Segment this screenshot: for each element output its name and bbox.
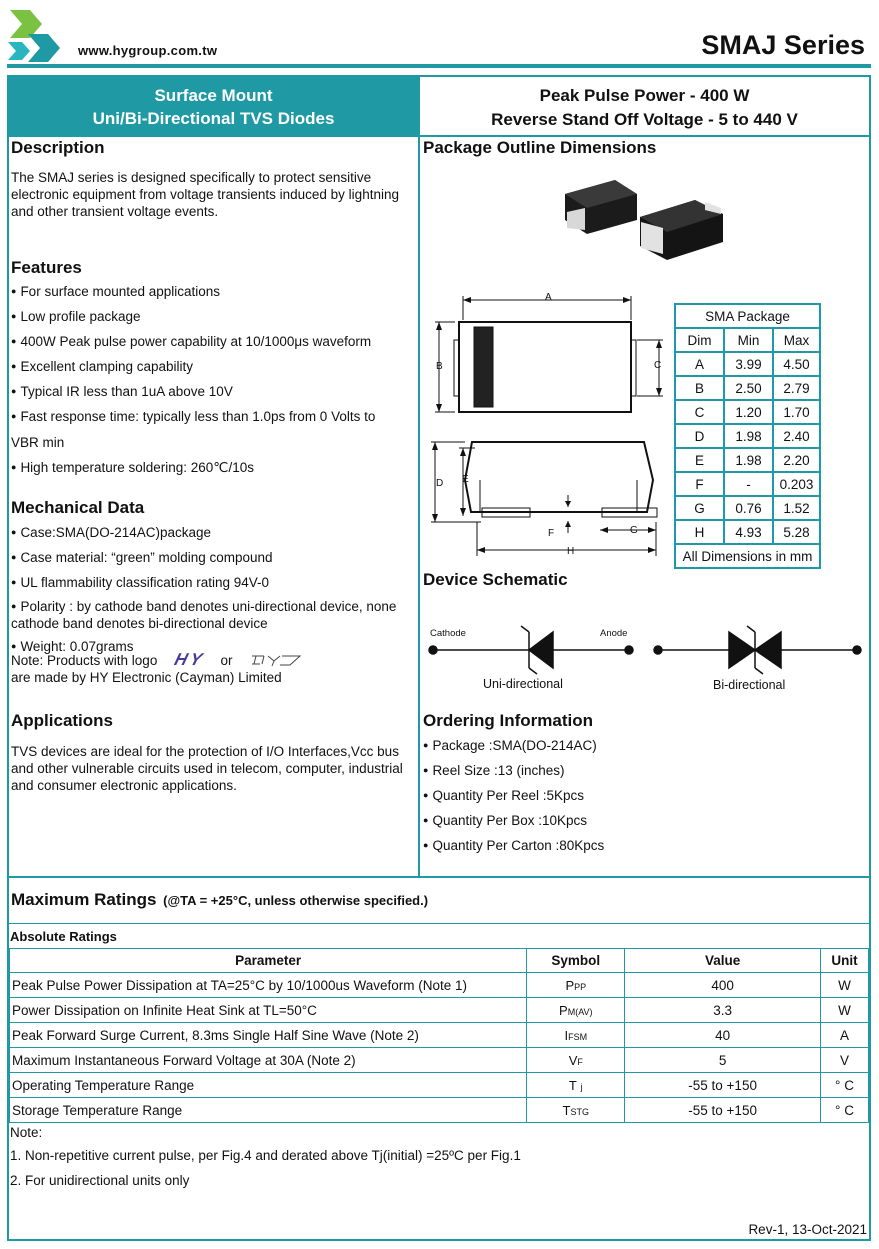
list-item: ● Low profile package	[11, 304, 375, 329]
table-cell: 40	[625, 1023, 821, 1048]
list-item: ● Excellent clamping capability	[11, 354, 375, 379]
table-cell: C	[675, 400, 724, 424]
mechanical-heading: Mechanical Data	[11, 498, 145, 517]
table-title: SMA Package	[675, 304, 820, 328]
table-row	[10, 998, 869, 1023]
list-item: ● For surface mounted applications	[11, 279, 375, 304]
table-cell: 0.76	[724, 496, 773, 520]
table-cell: 2.20	[773, 448, 820, 472]
notes-title: Note:	[10, 1125, 43, 1140]
dim-label-h: H	[567, 546, 575, 557]
symbol-cell	[527, 1048, 625, 1073]
table-cell: F	[675, 472, 724, 496]
symbol-cell	[527, 1023, 625, 1048]
list-item: ● Quantity Per Carton :80Kpcs	[423, 833, 604, 858]
dim-label-c: C	[654, 360, 662, 371]
table-header-row	[675, 328, 820, 352]
ordering-heading: Ordering Information	[423, 711, 593, 730]
column-header: Symbol	[527, 949, 625, 973]
table-cell: -	[724, 472, 773, 496]
dim-label-f: F	[548, 528, 555, 539]
logo-note-line2: are made by HY Electronic (Cayman) Limited	[11, 670, 282, 685]
absolute-ratings-label: Absolute Ratings	[10, 929, 117, 944]
product-spec-banner	[420, 77, 869, 136]
table-row	[675, 472, 820, 496]
table-cell: Peak Forward Surge Current, 8.3ms Single Half Sine Wave (Note 2)	[10, 1023, 527, 1048]
symbol-cell	[527, 1098, 625, 1123]
table-cell: W	[821, 998, 869, 1023]
logo-note	[11, 651, 304, 686]
table-row	[675, 352, 820, 376]
dim-label-g: G	[630, 525, 638, 536]
table-cell: 4.50	[773, 352, 820, 376]
column-header: Max	[773, 328, 820, 352]
table-footer-row	[675, 544, 820, 568]
table-footer: All Dimensions in mm	[675, 544, 820, 568]
hy-logo-bold: HY	[172, 650, 208, 669]
ratings-heading-block	[11, 890, 428, 910]
column-header: Parameter	[10, 949, 527, 973]
symbol-cell	[527, 973, 625, 998]
table-cell: Power Dissipation on Infinite Heat Sink at TL=50°C	[10, 998, 527, 1023]
table-cell: 0.203	[773, 472, 820, 496]
table-row	[675, 400, 820, 424]
symbol: P	[565, 977, 575, 993]
package-photo	[555, 172, 730, 267]
header-rule	[7, 64, 871, 68]
page-header	[0, 0, 879, 70]
symbol-cell	[527, 998, 625, 1023]
applications-heading: Applications	[11, 711, 114, 730]
table-cell: 2.40	[773, 424, 820, 448]
divider	[7, 135, 871, 137]
features-list	[11, 279, 375, 480]
sma-dimension-table	[674, 303, 821, 569]
table-cell: 1.98	[724, 448, 773, 472]
dim-label-a: A	[545, 292, 552, 303]
table-cell: A	[821, 1023, 869, 1048]
table-row	[10, 973, 869, 998]
symbol: V	[568, 1052, 578, 1068]
description-heading: Description	[11, 138, 105, 157]
schematic-heading: Device Schematic	[423, 570, 568, 589]
revision-label: Rev-1, 13-Oct-2021	[748, 1222, 867, 1237]
table-cell: 1.52	[773, 496, 820, 520]
symbol: T	[568, 1077, 577, 1093]
table-row	[675, 304, 820, 328]
symbol: I	[564, 1027, 569, 1043]
note-1: 1. Non-repetitive current pulse, per Fig.4 and derated above Tj(initial) =25ºC per Fig.1	[10, 1148, 521, 1163]
table-cell: -55 to +150	[625, 1073, 821, 1098]
table-cell: V	[821, 1048, 869, 1073]
ratings-heading-note: (@TA = +25°C, unless otherwise specified.)	[163, 893, 429, 908]
symbol-subscript: FSM	[568, 1031, 588, 1042]
list-item: ● High temperature soldering: 260℃/10s	[11, 455, 375, 480]
list-item: ● Case material: “green” molding compound	[11, 545, 396, 570]
symbol: P	[559, 1002, 568, 1018]
table-cell: ° C	[821, 1098, 869, 1123]
table-cell: 5.28	[773, 520, 820, 544]
ordering-list	[423, 733, 604, 858]
standoff-voltage-line: Reverse Stand Off Voltage - 5 to 440 V	[491, 110, 798, 129]
table-row	[10, 1073, 869, 1098]
list-item: ● Case:SMA(DO-214AC)package	[11, 520, 396, 545]
hy-logo-outline	[250, 652, 304, 668]
table-cell: W	[821, 973, 869, 998]
dim-label-e: E	[462, 474, 469, 485]
logo-note-text: Note: Products with logo	[11, 653, 158, 668]
table-cell: Operating Temperature Range	[10, 1073, 527, 1098]
list-item-continuation: cathode band denotes bi-directional device	[11, 616, 268, 631]
dim-label-b: B	[436, 361, 443, 372]
anode-label: Anode	[600, 628, 628, 639]
column-header: Unit	[821, 949, 869, 973]
table-row	[10, 1098, 869, 1123]
table-cell: 2.79	[773, 376, 820, 400]
list-item: ● 400W Peak pulse power capability at 10/1000μs waveform	[11, 329, 375, 354]
table-cell: ° C	[821, 1073, 869, 1098]
product-type-line1: Surface Mount	[154, 86, 273, 105]
symbol-subscript: j	[580, 1081, 583, 1092]
list-item: ● UL flammability classification rating 94V-0	[11, 570, 396, 595]
table-header-row	[10, 949, 869, 973]
table-cell: 400	[625, 973, 821, 998]
column-header: Value	[625, 949, 821, 973]
table-row	[675, 424, 820, 448]
product-type-line2: Uni/Bi-Directional TVS Diodes	[92, 109, 335, 128]
bi-directional-label: Bi-directional	[713, 678, 786, 692]
table-row	[675, 496, 820, 520]
symbol-subscript: STG	[570, 1106, 590, 1117]
table-row	[675, 448, 820, 472]
divider	[7, 876, 871, 878]
table-row	[10, 1048, 869, 1073]
table-cell: 4.93	[724, 520, 773, 544]
table-cell: 5	[625, 1048, 821, 1073]
note-2: 2. For unidirectional units only	[10, 1173, 190, 1188]
table-cell: 3.3	[625, 998, 821, 1023]
table-cell: Storage Temperature Range	[10, 1098, 527, 1123]
dim-label-d: D	[436, 478, 444, 489]
list-item-continuation: VBR min	[11, 435, 65, 450]
column-header: Dim	[675, 328, 724, 352]
device-schematic-drawing	[425, 620, 865, 680]
table-cell: 1.98	[724, 424, 773, 448]
divider	[7, 923, 871, 924]
divider	[418, 77, 420, 136]
list-item: ● Quantity Per Box :10Kpcs	[423, 808, 604, 833]
table-cell: H	[675, 520, 724, 544]
package-outline-drawing	[425, 290, 670, 565]
logo-note-or: or	[220, 653, 233, 668]
column-divider	[418, 136, 420, 877]
list-item: ● Fast response time: typically less than 1.0ps from 0 Volts to	[11, 404, 375, 429]
symbol-subscript: F	[577, 1056, 583, 1067]
company-logo	[8, 8, 72, 64]
table-row	[10, 1023, 869, 1048]
list-item: ● Package :SMA(DO-214AC)	[423, 733, 604, 758]
table-cell: D	[675, 424, 724, 448]
table-cell: Peak Pulse Power Dissipation at TA=25°C by 10/1000us Waveform (Note 1)	[10, 973, 527, 998]
list-item: ● Polarity : by cathode band denotes uni-directional device, none	[11, 598, 396, 615]
symbol: T	[562, 1102, 571, 1118]
package-heading: Package Outline Dimensions	[423, 138, 657, 157]
peak-power-line: Peak Pulse Power - 400 W	[539, 86, 750, 105]
symbol-subscript: M(AV)	[567, 1006, 593, 1017]
table-cell: B	[675, 376, 724, 400]
features-heading: Features	[11, 258, 82, 277]
table-cell: 3.99	[724, 352, 773, 376]
table-cell: 1.20	[724, 400, 773, 424]
table-cell: 1.70	[773, 400, 820, 424]
list-item: ● Weight: 0.07grams	[11, 634, 396, 659]
table-row	[675, 376, 820, 400]
table-row	[675, 520, 820, 544]
description-text: The SMAJ series is designed specifically to protect sensitive electronic equipment from voltage transients induced by lightning and other transient voltage events.	[11, 170, 399, 219]
series-title: SMAJ Series	[701, 30, 865, 60]
table-cell: -55 to +150	[625, 1098, 821, 1123]
table-cell: 2.50	[724, 376, 773, 400]
list-item: ● Quantity Per Reel :5Kpcs	[423, 783, 604, 808]
table-cell: G	[675, 496, 724, 520]
symbol-cell	[527, 1073, 625, 1098]
column-header: Min	[724, 328, 773, 352]
table-cell: Maximum Instantaneous Forward Voltage at 30A (Note 2)	[10, 1048, 527, 1073]
table-cell: E	[675, 448, 724, 472]
website-url[interactable]: www.hygroup.com.tw	[78, 43, 218, 58]
symbol-subscript: PP	[574, 981, 587, 992]
list-item: ● Reel Size :13 (inches)	[423, 758, 604, 783]
cathode-label: Cathode	[430, 628, 466, 639]
mechanical-list	[11, 520, 396, 659]
ratings-heading: Maximum Ratings	[11, 890, 157, 909]
table-cell: A	[675, 352, 724, 376]
list-item: ● Typical IR less than 1uA above 10V	[11, 379, 375, 404]
product-type-banner	[9, 77, 418, 136]
ratings-table	[9, 948, 869, 1123]
uni-directional-label: Uni-directional	[483, 677, 563, 691]
applications-text: TVS devices are ideal for the protection of I/O Interfaces,Vcc bus and other vulnerable circuits used in telecom, computer, industrial and consumer electronic applications.	[11, 744, 403, 793]
